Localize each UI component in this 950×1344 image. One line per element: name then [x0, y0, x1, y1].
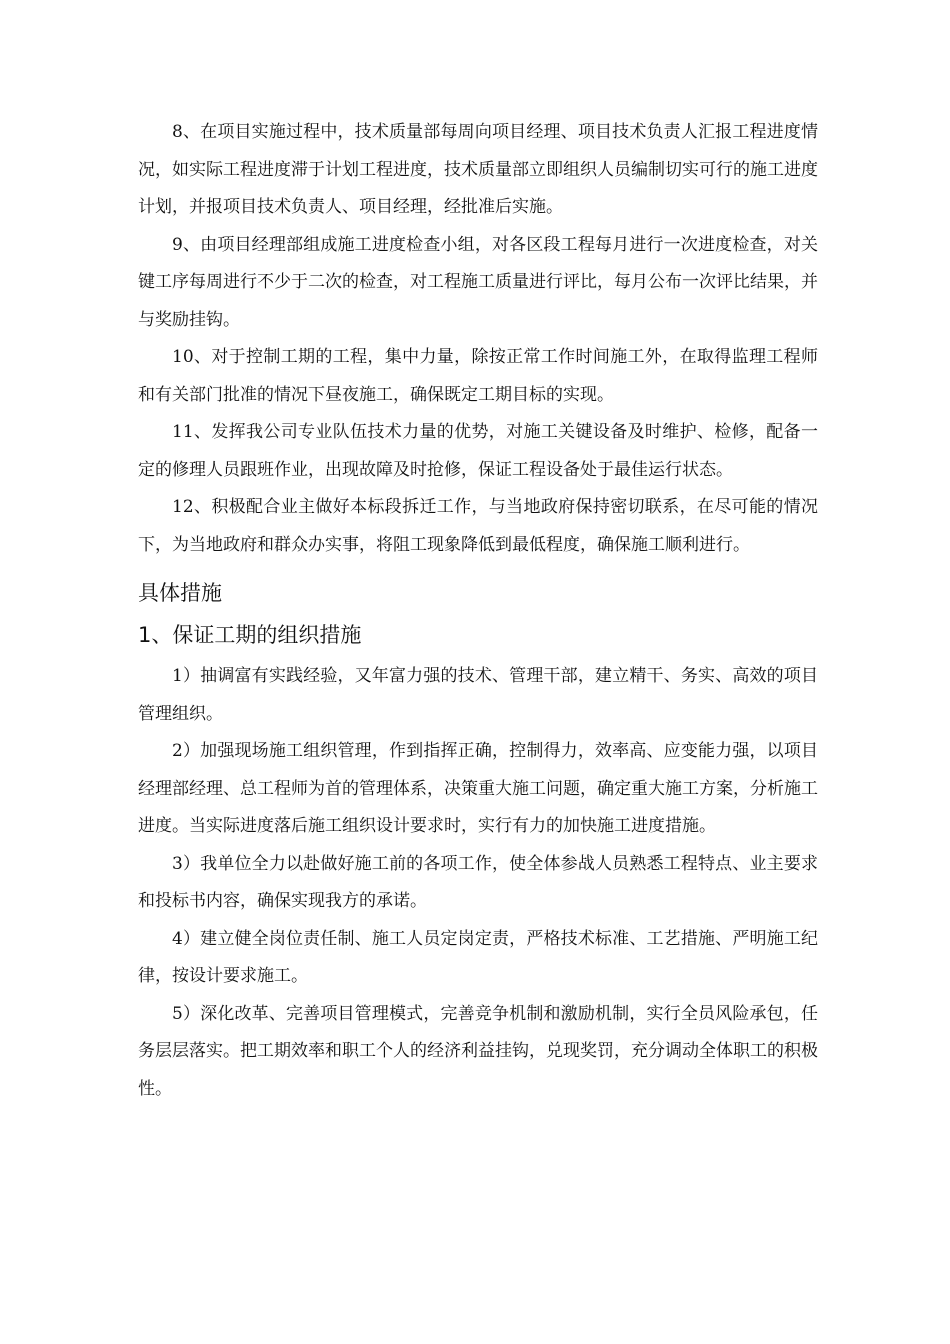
measure-item-4: 4）建立健全岗位责任制、施工人员定岗定责，严格技术标准、工艺措施、严明施工纪律，按设计要求施工。	[138, 928, 818, 986]
paragraph-item-9: 9、由项目经理部组成施工进度检查小组，对各区段工程每月进行一次进度检查，对关键工序每周进行不少于二次的检查，对工程施工质量进行评比，每月公布一次评比结果，并与奖励挂钩。	[138, 234, 818, 330]
measure-item-3: 3）我单位全力以赴做好施工前的各项工作，使全体参战人员熟悉工程特点、业主要求和投标书内容，确保实现我方的承诺。	[138, 853, 818, 911]
measure-item-5: 5）深化改革、完善项目管理模式，完善竞争机制和激励机制，实行全员风险承包，任务层层落实。把工期效率和职工个人的经济利益挂钩，兑现奖罚，充分调动全体职工的积极性。	[138, 1003, 818, 1099]
measure-item-2: 2）加强现场施工组织管理，作到指挥正确，控制得力，效率高、应变能力强，以项目经理部经理、总工程师为首的管理体系，决策重大施工问题，确定重大施工方案，分析施工进度。当实际进度落后施工组织设计要求时，实行有力的加快施工进度措施。	[138, 741, 818, 836]
paragraph-item-10: 10、对于控制工期的工程，集中力量，除按正常工作时间施工外，在取得监理工程师和有关部门批准的情况下昼夜施工，确保既定工期目标的实现。	[138, 347, 818, 405]
subsection-heading: 1、保证工期的组织措施	[138, 623, 362, 647]
document-page	[138, 114, 818, 1108]
paragraph-item-12: 12、积极配合业主做好本标段拆迁工作，与当地政府保持密切联系，在尽可能的情况下，为当地政府和群众办实事，将阻工现象降低到最低程度，确保施工顺利进行。	[138, 497, 818, 555]
paragraph-item-11: 11、发挥我公司专业队伍技术力量的优势，对施工关键设备及时维护、检修，配备一定的修理人员跟班作业，出现故障及时抢修，保证工程设备处于最佳运行状态。	[138, 422, 818, 480]
measure-item-1: 1）抽调富有实践经验，又年富力强的技术、管理干部，建立精干、务实、高效的项目管理组织。	[138, 666, 818, 724]
paragraph-item-8: 8、在项目实施过程中，技术质量部每周向项目经理、项目技术负责人汇报工程进度情况，如实际工程进度滞于计划工程进度，技术质量部立即组织人员编制切实可行的施工进度计划，并报项目技术负责人、项目经理，经批准后实施。	[138, 122, 818, 217]
section-heading: 具体措施	[138, 581, 222, 605]
